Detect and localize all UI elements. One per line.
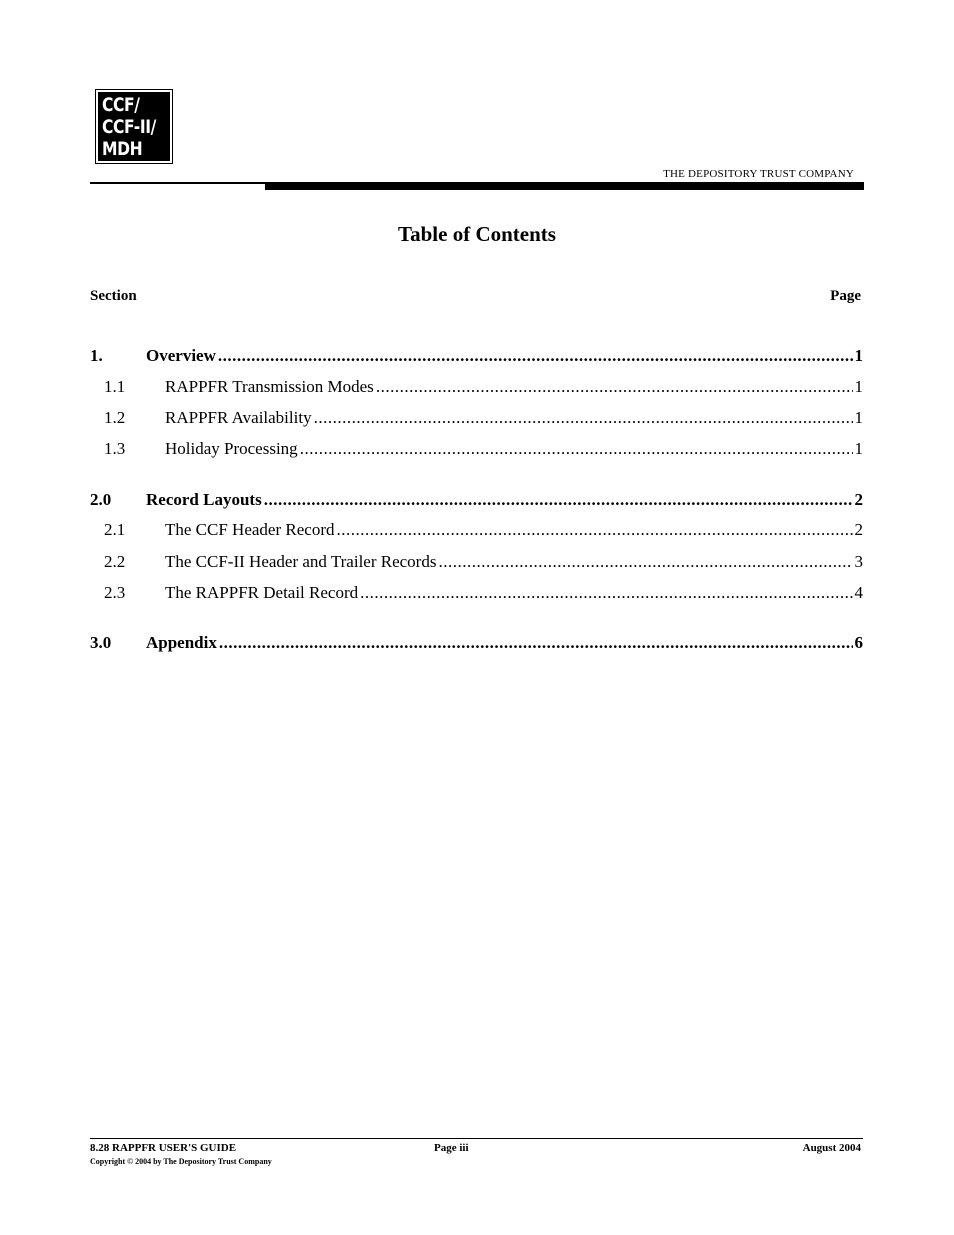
toc-leader [376, 377, 853, 397]
toc-leader [314, 408, 853, 428]
toc-entry-transmission-modes[interactable] [90, 377, 863, 399]
toc-label: Holiday Processing [165, 439, 298, 458]
toc-page: 2 [854, 520, 863, 539]
toc-page: 2 [854, 490, 863, 509]
toc-page: 4 [854, 583, 863, 602]
toc-label: RAPPFR Availability [165, 408, 312, 427]
toc-page: 1 [854, 377, 863, 396]
toc-label: The CCF-II Header and Trailer Records [165, 552, 437, 571]
toc-page: 3 [854, 552, 863, 571]
toc-label: Overview [146, 346, 216, 365]
toc-number: 2.0 [90, 490, 112, 509]
company-name: THE DEPOSITORY TRUST COMPANY [663, 168, 854, 180]
header-rule-thin [90, 182, 266, 184]
section-column-heading: Section [90, 288, 137, 304]
logo-line-2: CCF-II/ [102, 115, 156, 138]
toc-number: 2.1 [104, 520, 126, 539]
toc-page: 1 [854, 408, 863, 427]
toc-page: 6 [854, 633, 863, 652]
toc-number: 1.3 [104, 439, 126, 458]
toc-number: 2.3 [104, 583, 126, 602]
toc-leader [300, 439, 853, 459]
toc-leader [219, 633, 853, 653]
toc-number: 1.2 [104, 408, 126, 427]
toc-entry-ccf-ii-header-trailer[interactable] [90, 552, 863, 574]
toc-label: The RAPPFR Detail Record [165, 583, 359, 602]
footer-date: August 2004 [802, 1142, 861, 1154]
toc-entry-record-layouts[interactable] [90, 490, 863, 512]
toc-entry-holiday-processing[interactable] [90, 439, 863, 461]
page-title: Table of Contents [398, 222, 556, 246]
toc-entry-rappfr-detail-record[interactable] [90, 583, 863, 605]
toc-page: 1 [854, 346, 863, 365]
toc-number: 1. [90, 346, 103, 365]
toc-number: 2.2 [104, 552, 126, 571]
toc-leader [264, 490, 853, 510]
toc-number: 3.0 [90, 633, 112, 652]
toc-leader [336, 520, 852, 540]
toc-leader [438, 552, 852, 572]
toc-entry-availability[interactable] [90, 408, 863, 430]
toc-entry-ccf-header-record[interactable] [90, 520, 863, 542]
header-rule-thick [265, 182, 864, 190]
logo-line-3: MDH [102, 137, 143, 160]
footer-page-number: Page iii [434, 1142, 469, 1154]
toc-label: Appendix [146, 633, 217, 652]
footer-copyright: Copyright © 2004 by The Depository Trust Company [90, 1157, 272, 1166]
toc-page: 1 [854, 439, 863, 458]
toc-leader [360, 583, 852, 603]
toc-entry-overview[interactable] [90, 346, 863, 368]
footer-guide-title: 8.28 RAPPFR USER'S GUIDE [90, 1142, 237, 1154]
toc-label: The CCF Header Record [165, 520, 335, 539]
toc-number: 1.1 [104, 377, 126, 396]
logo-line-1: CCF/ [102, 93, 140, 116]
page-column-heading: Page [830, 288, 861, 304]
toc-entry-appendix[interactable] [90, 633, 863, 655]
footer-rule [90, 1138, 863, 1139]
ccf-logo [95, 89, 173, 164]
toc-label: RAPPFR Transmission Modes [165, 377, 374, 396]
toc-label: Record Layouts [146, 490, 262, 509]
toc-leader [218, 346, 853, 366]
